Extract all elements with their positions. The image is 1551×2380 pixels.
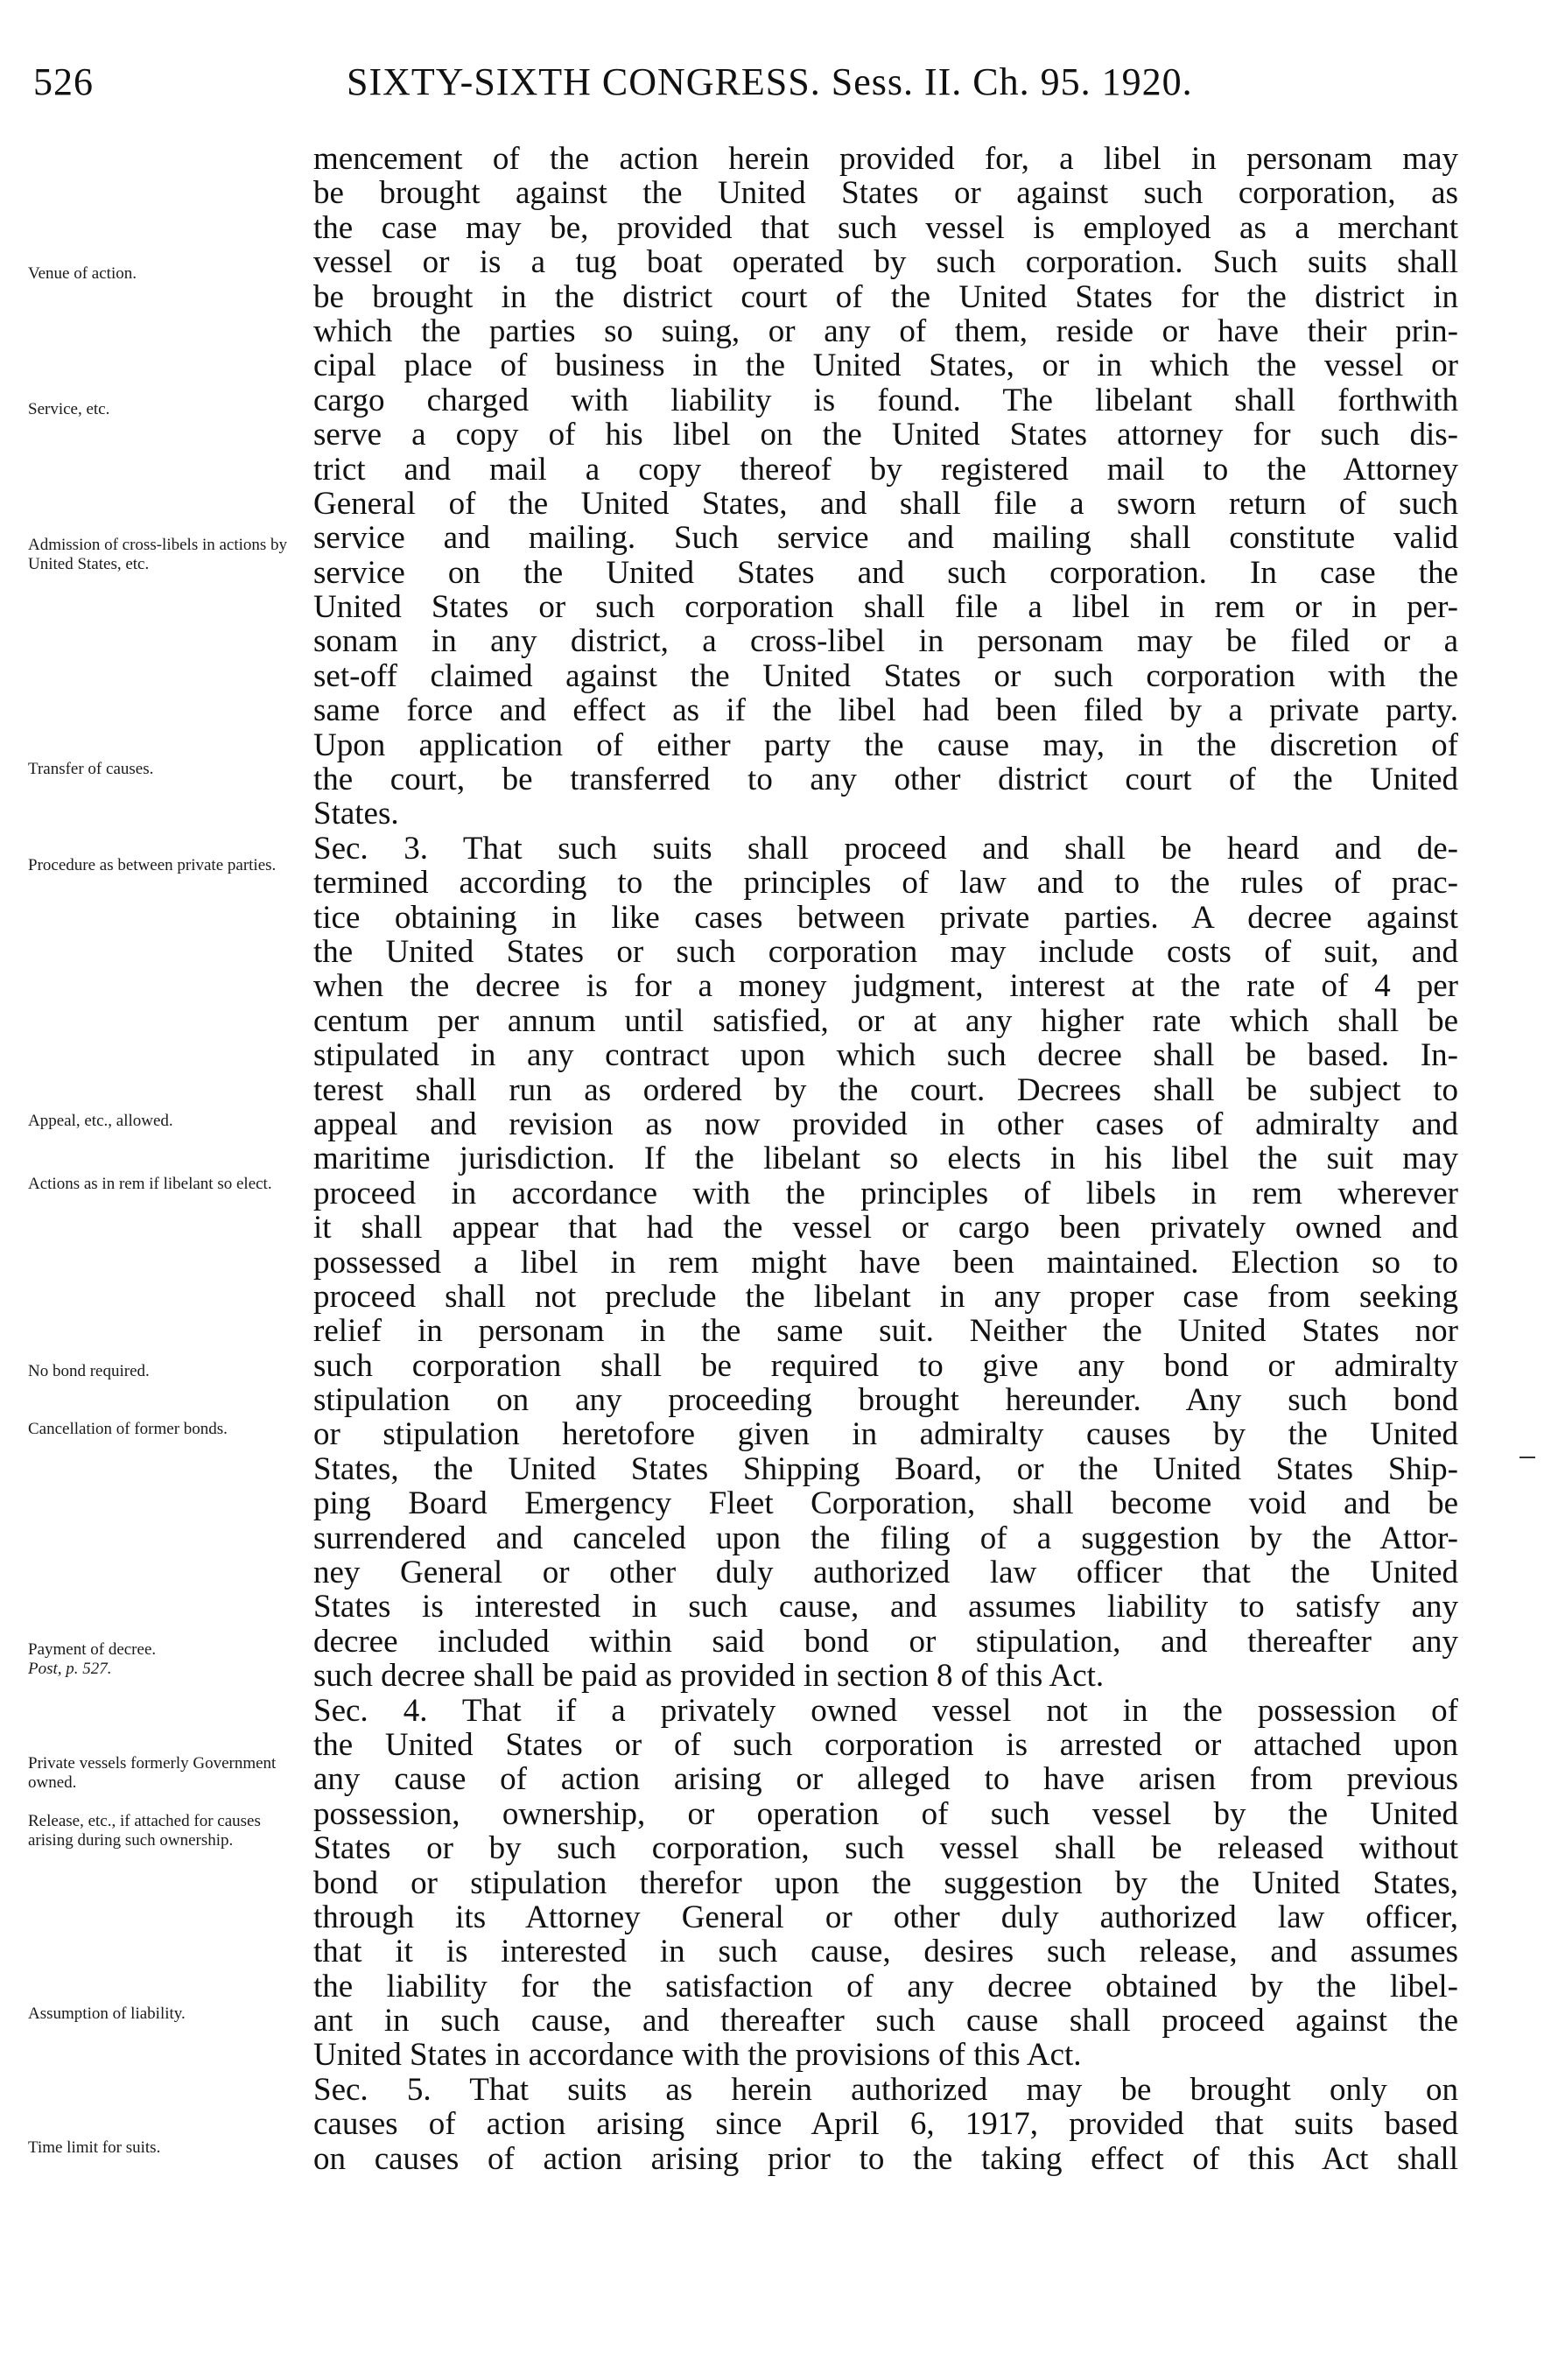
margin-note-time-limit: Time limit for suits. bbox=[28, 2138, 161, 2157]
body-line: be brought in the district court of the United States for the district in bbox=[313, 279, 1458, 314]
margin-note-appeal: Appeal, etc., allowed. bbox=[28, 1112, 173, 1130]
body-line: bond or stipulation therefor upon the suggestion by the United States, bbox=[313, 1865, 1458, 1900]
body-line: decree included within said bond or stipulation, and thereafter any bbox=[313, 1624, 1458, 1660]
body-line: such decree shall be paid as provided in section 8 of this Act. bbox=[313, 1659, 1105, 1694]
body-line: States, the United States Shipping Board, or the United States Ship- bbox=[313, 1451, 1458, 1487]
body-line: surrendered and canceled upon the filing of a suggestion by the Attor- bbox=[313, 1520, 1458, 1556]
margin-note-release: Release, etc., if attached for causes arising during such ownership. bbox=[28, 1812, 261, 1850]
page-header bbox=[0, 54, 1551, 110]
body-line: ney General or other duly authorized law officer that the United bbox=[313, 1555, 1458, 1590]
body-line: the United States or such corporation may include costs of suit, and bbox=[313, 934, 1458, 970]
body-line: Upon application of either party the cause may, in the discretion of bbox=[313, 727, 1458, 763]
body-line: such corporation shall be required to give any bond or admiralty bbox=[313, 1348, 1458, 1384]
body-line: trict and mail a copy thereof by registered mail to the Attorney bbox=[313, 452, 1458, 487]
margin-note-actions-in-rem: Actions as in rem if libelant so elect. bbox=[28, 1175, 272, 1193]
body-line: maritime jurisdiction. If the libelant so elects in his libel the suit may bbox=[313, 1141, 1458, 1176]
body-line: set-off claimed against the United States or such corporation with the bbox=[313, 658, 1458, 694]
body-line: cipal place of business in the United States, or in which the vessel or bbox=[313, 348, 1458, 383]
margin-note-payment-text: Payment of decree. bbox=[28, 1640, 157, 1659]
body-line: be brought against the United States or against such corporation, as bbox=[313, 176, 1458, 211]
body-line: ping Board Emergency Fleet Corporation, shall become void and be bbox=[313, 1486, 1458, 1521]
body-line: proceed in accordance with the principles of libels in rem wherever bbox=[313, 1176, 1458, 1211]
body-line: States or by such corporation, such vessel shall be released without bbox=[313, 1831, 1458, 1866]
margin-note-cross-libels: Admission of cross-libels in actions by United States, etc. bbox=[28, 536, 288, 573]
body-line: centum per annum until satisfied, or at any higher rate which shall be bbox=[313, 1003, 1458, 1039]
body-line: service on the United States and such corporation. In case the bbox=[313, 555, 1458, 591]
body-line: possession, ownership, or operation of such vessel by the United bbox=[313, 1796, 1458, 1832]
page-number: 526 bbox=[33, 60, 94, 103]
margin-note-cancellation: Cancellation of former bonds. bbox=[28, 1420, 228, 1438]
section-4-start: Sec. 4. That if a privately owned vessel not in the possession of bbox=[313, 1693, 1458, 1728]
section-5-start: Sec. 5. That suits as herein authorized may be brought only on bbox=[313, 2072, 1458, 2108]
body-line: termined according to the principles of law and to the rules of prac- bbox=[313, 866, 1458, 901]
margin-note-private-vessels: Private vessels formerly Government owned. bbox=[28, 1754, 277, 1792]
section-3-start: Sec. 3. That such suits shall proceed and shall be heard and de- bbox=[313, 831, 1458, 867]
body-line: that it is interested in such cause, desires such release, and assumes bbox=[313, 1934, 1458, 1969]
body-line: causes of action arising since April 6, 1917, provided that suits based bbox=[313, 2107, 1458, 2142]
margin-note-service: Service, etc. bbox=[28, 400, 110, 418]
running-head: SIXTY-SIXTH CONGRESS. Sess. II. Ch. 95. 1920. bbox=[347, 60, 1193, 103]
body-line: the liability for the satisfaction of any decree obtained by the libel- bbox=[313, 1969, 1458, 2004]
body-line: sonam in any district, a cross-libel in personam may be filed or a bbox=[313, 624, 1458, 659]
body-line: the case may be, provided that such vessel is employed as a merchant bbox=[313, 210, 1458, 246]
body-line: United States or such corporation shall file a libel in rem or in per- bbox=[313, 590, 1458, 625]
margin-dash-mark bbox=[1519, 1457, 1535, 1458]
margin-note-assumption: Assumption of liability. bbox=[28, 2004, 186, 2023]
body-line: States is interested in such cause, and assumes liability to satisfy any bbox=[313, 1590, 1458, 1625]
body-line: stipulation on any proceeding brought hereunder. Any such bond bbox=[313, 1383, 1458, 1418]
body-line: ant in such cause, and thereafter such cause shall proceed against the bbox=[313, 2004, 1458, 2039]
body-line: service and mailing. Such service and mailing shall constitute valid bbox=[313, 521, 1458, 556]
body-line: United States in accordance with the provisions of this Act. bbox=[313, 2038, 1082, 2073]
margin-note-transfer: Transfer of causes. bbox=[28, 760, 154, 778]
body-line: the court, be transferred to any other district court of the United bbox=[313, 762, 1458, 797]
body-line: States. bbox=[313, 797, 399, 832]
body-line: when the decree is for a money judgment, interest at the rate of 4 per bbox=[313, 969, 1458, 1004]
body-line: on causes of action arising prior to the taking effect of this Act shall bbox=[313, 2141, 1458, 2177]
body-line: or stipulation heretofore given in admiralty causes by the United bbox=[313, 1417, 1458, 1452]
body-line: tice obtaining in like cases between private parties. A decree against bbox=[313, 900, 1458, 935]
body-line: which the parties so suing, or any of them, reside or have their prin- bbox=[313, 313, 1458, 349]
body-line: proceed shall not preclude the libelant in any proper case from seeking bbox=[313, 1279, 1458, 1315]
margin-note-venue: Venue of action. bbox=[28, 264, 137, 283]
margin-note-procedure: Procedure as between private parties. bbox=[28, 856, 277, 874]
body-line: mencement of the action herein provided for, a libel in personam may bbox=[313, 142, 1458, 177]
body-line: cargo charged with liability is found. The libelant shall forthwith bbox=[313, 383, 1458, 418]
body-line: possessed a libel in rem might have been maintained. Election so to bbox=[313, 1245, 1458, 1280]
body-line: terest shall run as ordered by the court. Decrees shall be subject to bbox=[313, 1072, 1458, 1107]
body-line: stipulated in any contract upon which such decree shall be based. In- bbox=[313, 1038, 1458, 1073]
statute-body bbox=[313, 142, 1458, 2176]
body-line: appeal and revision as now provided in other cases of admiralty and bbox=[313, 1106, 1458, 1142]
body-line: any cause of action arising or alleged to have arisen from previous bbox=[313, 1762, 1458, 1797]
body-line: same force and effect as if the libel had been filed by a private party. bbox=[313, 693, 1458, 728]
body-line: through its Attorney General or other duly authorized law officer, bbox=[313, 1899, 1458, 1935]
margin-note-no-bond: No bond required. bbox=[28, 1362, 150, 1380]
body-line: it shall appear that had the vessel or cargo been privately owned and bbox=[313, 1211, 1458, 1246]
body-line: serve a copy of his libel on the United States attorney for such dis- bbox=[313, 418, 1458, 453]
body-line: the United States or of such corporation is arrested or attached upon bbox=[313, 1727, 1458, 1763]
margin-note-payment-ref: Post, p. 527. bbox=[28, 1660, 112, 1678]
body-line: General of the United States, and shall file a sworn return of such bbox=[313, 486, 1458, 522]
body-line: vessel or is a tug boat operated by such corporation. Such suits shall bbox=[313, 245, 1458, 280]
body-line: relief in personam in the same suit. Neither the United States nor bbox=[313, 1314, 1458, 1349]
margin-note-payment bbox=[28, 1640, 306, 1679]
